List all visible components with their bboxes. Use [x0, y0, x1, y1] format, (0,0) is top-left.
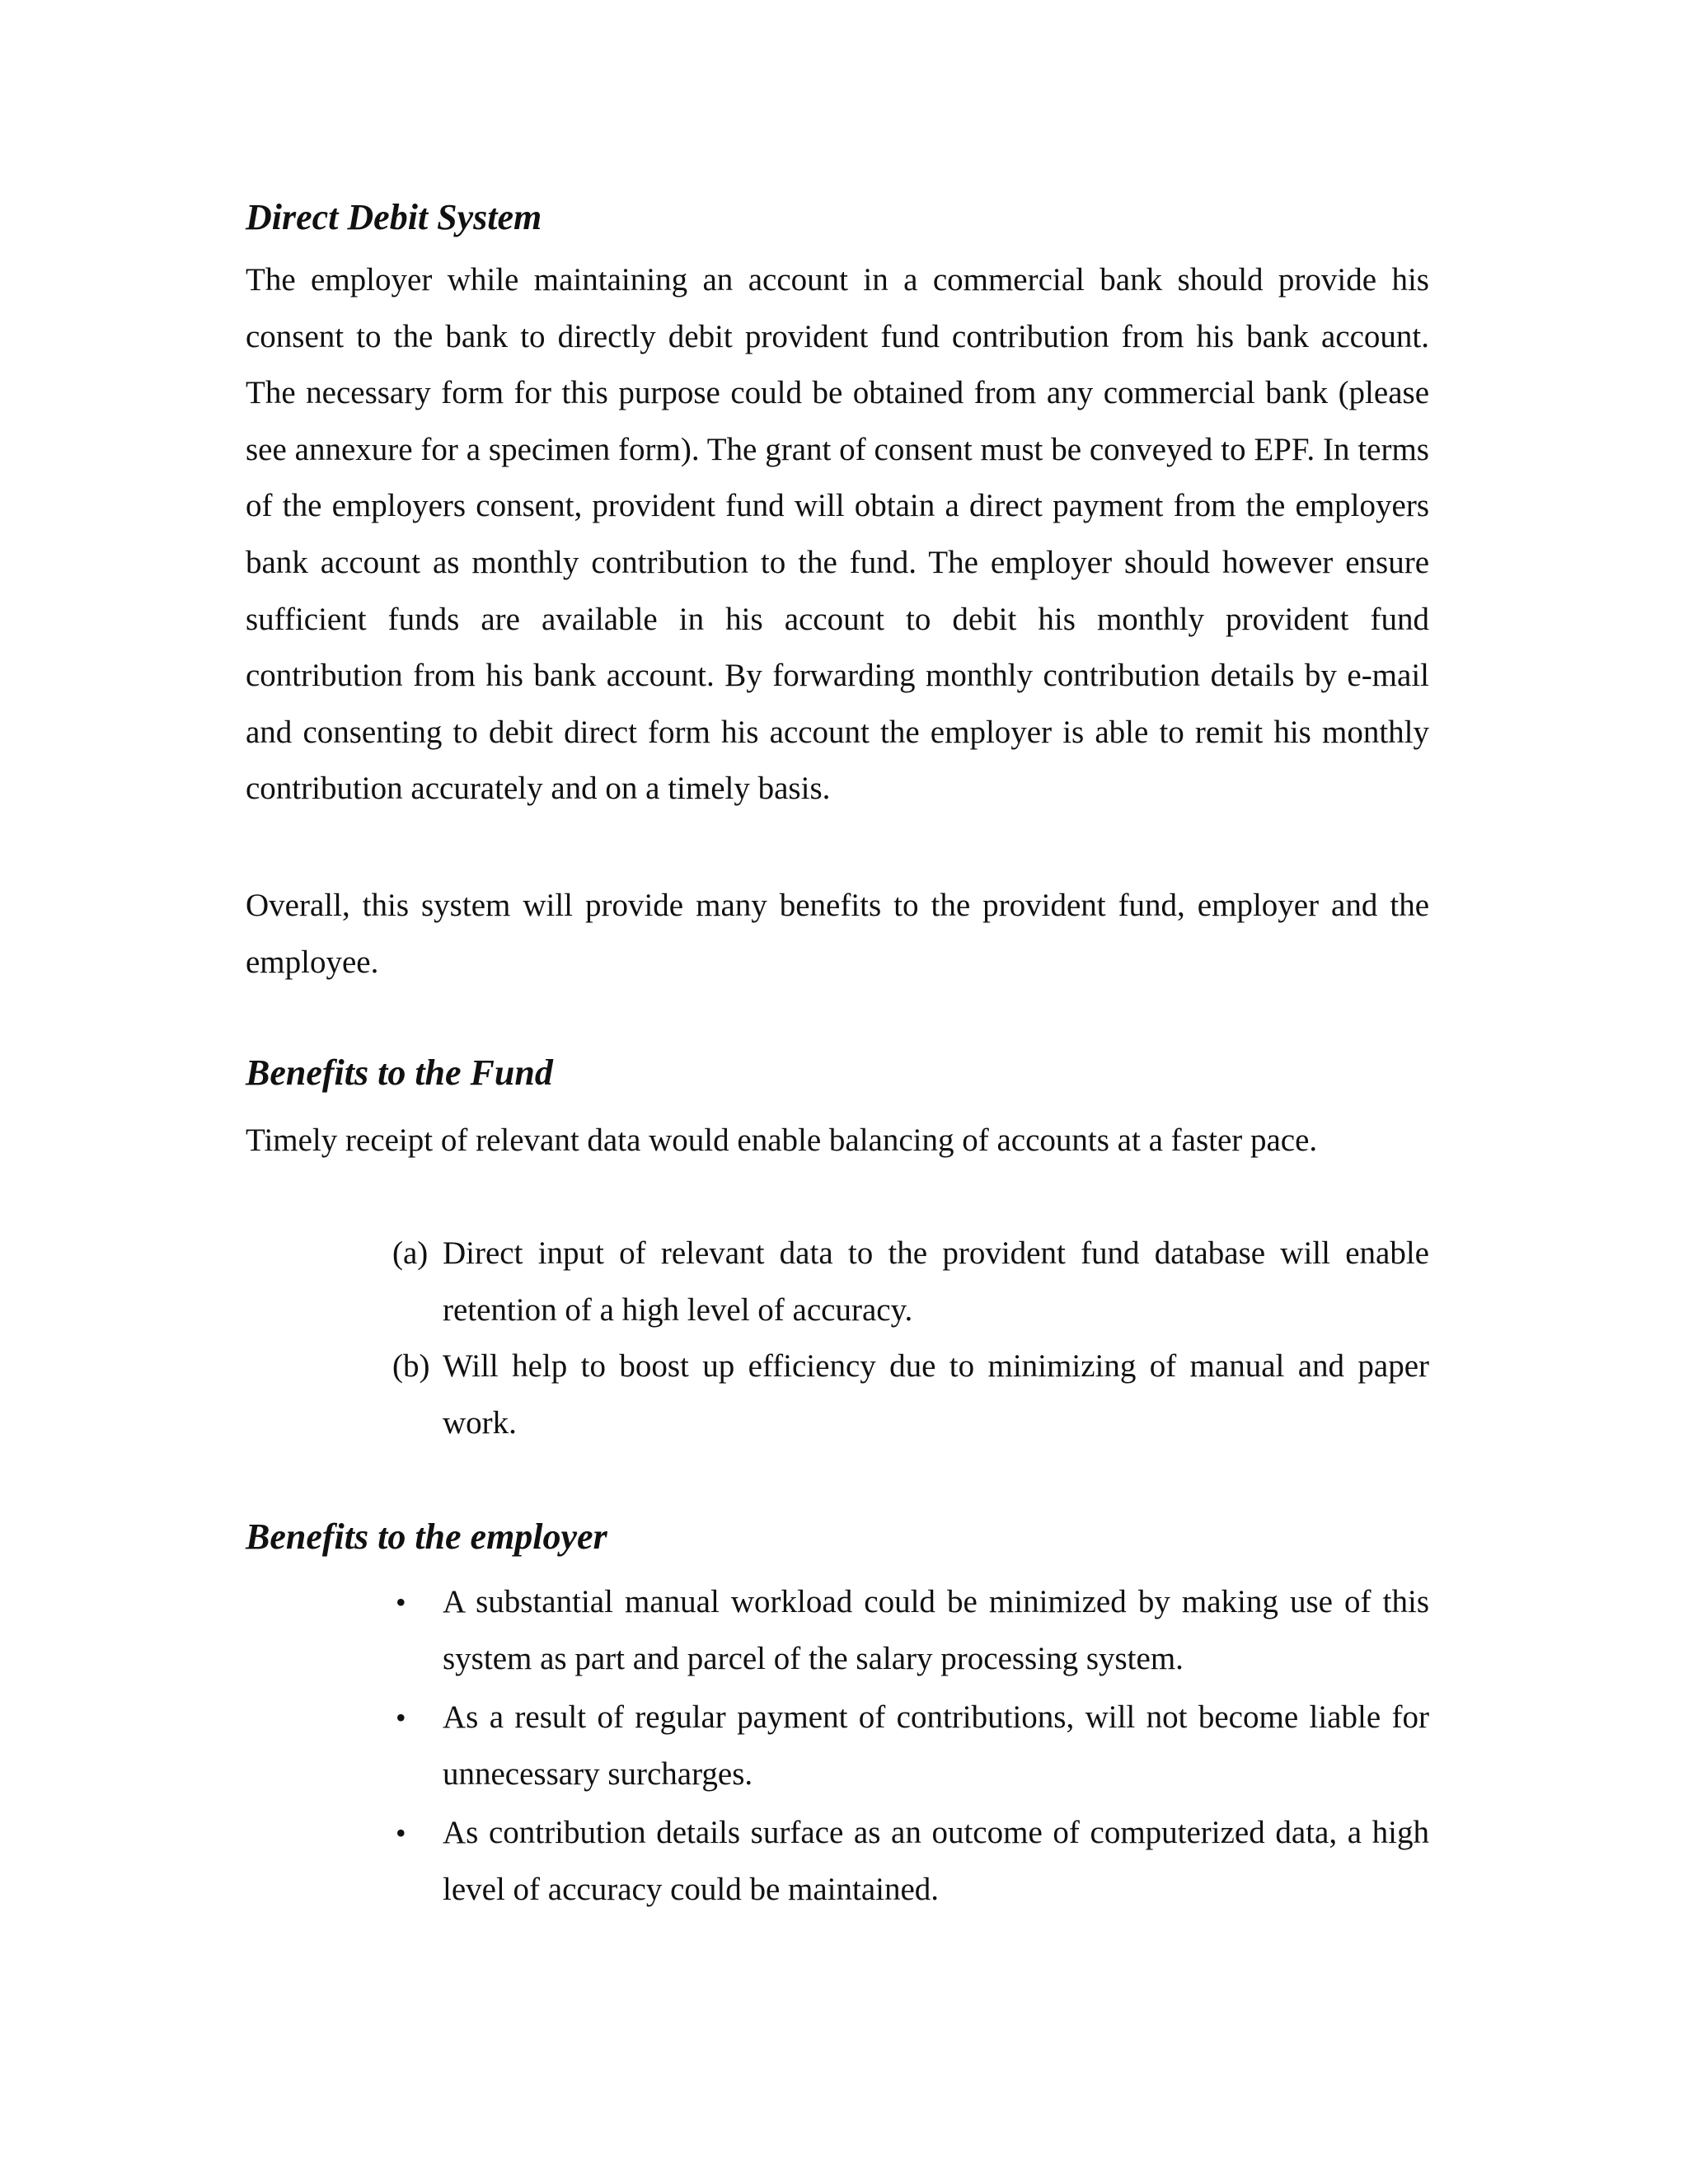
list-item-text: A substantial manual workload could be minimized by making use of this system as part and parcel of the salary processing system.: [443, 1584, 1429, 1676]
list-item: [392, 1805, 1429, 1918]
list-marker: (b): [392, 1348, 430, 1385]
fund-benefits-list: [392, 1226, 1429, 1451]
bullet-icon: •: [396, 1586, 406, 1619]
employer-benefits-list: [392, 1574, 1429, 1919]
heading-benefits-to-the-employer: Benefits to the employer: [246, 1516, 607, 1557]
list-marker: (a): [392, 1235, 429, 1271]
heading-benefits-to-the-fund: Benefits to the Fund: [246, 1052, 553, 1093]
list-item-text: As contribution details surface as an outcome of computerized data, a high level of accuracy could be maintained.: [443, 1815, 1429, 1907]
bullet-icon: •: [396, 1701, 406, 1735]
paragraph-overall: Overall, this system will provide many benefits to the provident fund, employer and the employee.: [246, 888, 1429, 980]
list-item-text: Direct input of relevant data to the provident fund database will enable retention of a high level of accuracy.: [443, 1235, 1429, 1328]
list-item: [392, 1226, 1429, 1338]
paragraph-fund-intro: Timely receipt of relevant data would enable balancing of accounts at a faster pace.: [246, 1122, 1318, 1158]
heading-direct-debit-system: Direct Debit System: [246, 197, 542, 237]
list-item-text: As a result of regular payment of contributions, will not become liable for unnecessary surcharges.: [443, 1699, 1429, 1792]
bullet-icon: •: [396, 1816, 406, 1850]
list-item: [392, 1338, 1429, 1451]
paragraph-direct-debit: The employer while maintaining an account in a commercial bank should provide his consent to the bank to directly debit provident fund contribution from his bank account. The necessary form for this purpose could be obtained from any commercial bank (please see annexure for a specimen form). The grant of consent must be conveyed to EPF. In terms of the employers consent, provident fund will obtain a direct payment from the employers bank account as monthly contribution to the fund. The employer should however ensure sufficient funds are available in his account to debit his monthly provident fund contribution from his bank account. By forwarding monthly contribution details by e-mail and consenting to debit direct form his account the employer is able to remit his monthly contribution accurately and on a timely basis.: [246, 262, 1429, 807]
list-item: [392, 1574, 1429, 1687]
list-item: [392, 1690, 1429, 1802]
list-item-text: Will help to boost up efficiency due to minimizing of manual and paper work.: [443, 1348, 1429, 1441]
